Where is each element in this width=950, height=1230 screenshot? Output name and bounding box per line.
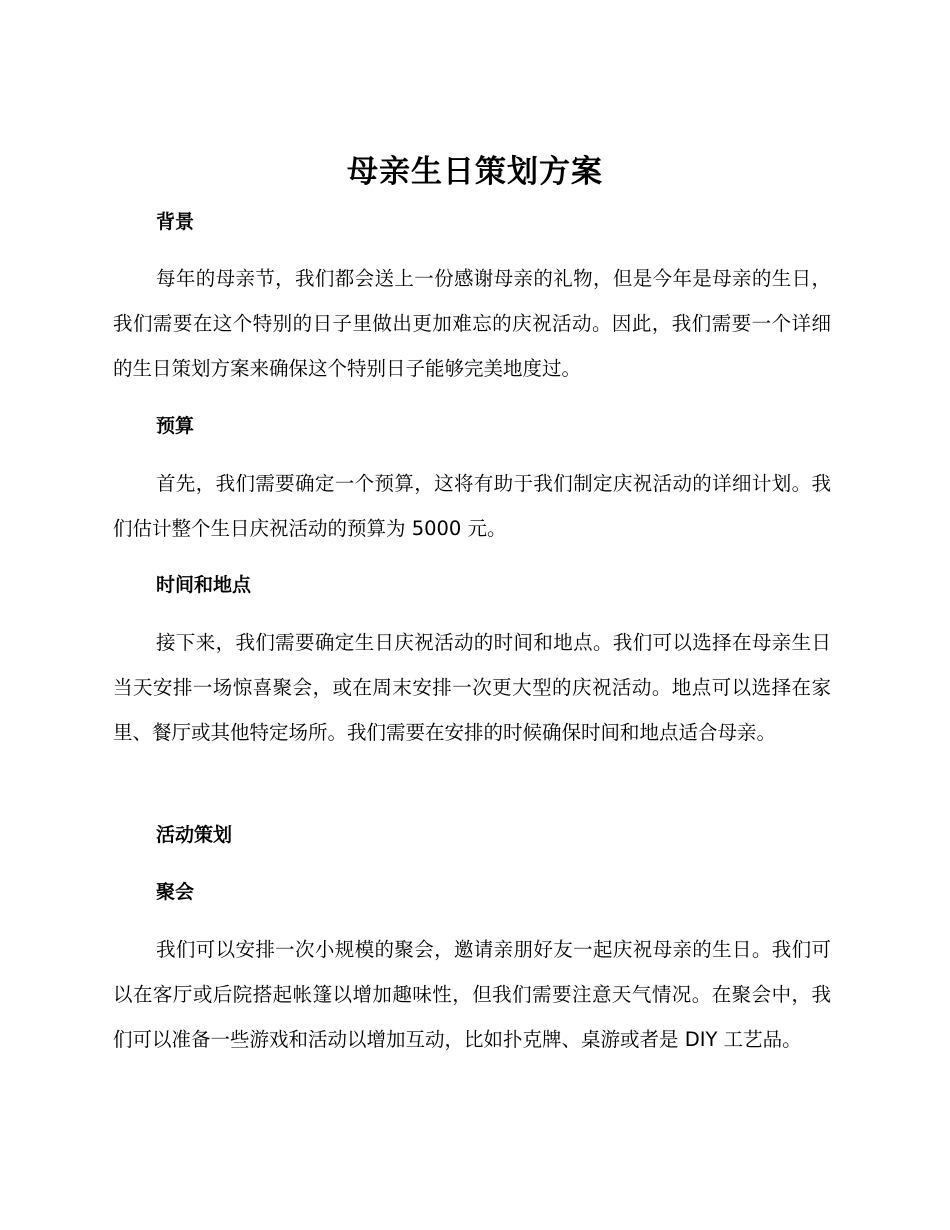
heading-gathering: 聚会: [156, 881, 195, 903]
heading-budget: 预算: [156, 415, 195, 437]
paragraph-background: 每年的母亲节，我们都会送上一份感谢母亲的礼物，但是今年是母亲的生日，我们需要在这个特别的日子里做出更加难忘的庆祝活动。因此，我们需要一个详细的生日策划方案来确保这个特别日子能够完美地度过。: [113, 267, 831, 380]
paragraph-budget: 首先，我们需要确定一个预算，这将有助于我们制定庆祝活动的详细计划。我们估计整个生日庆祝活动的预算为 5000 元。: [113, 472, 831, 540]
paragraph-time-place: 接下来，我们需要确定生日庆祝活动的时间和地点。我们可以选择在母亲生日当天安排一场惊喜聚会，或在周末安排一次更大型的庆祝活动。地点可以选择在家里、餐厅或其他特定场所。我们需要在安排的时候确保时间和地点适合母亲。: [113, 631, 831, 744]
heading-background: 背景: [156, 211, 195, 233]
heading-activity-planning: 活动策划: [156, 824, 233, 846]
document-title: 母亲生日策划方案: [347, 154, 603, 190]
paragraph-gathering: 我们可以安排一次小规模的聚会，邀请亲朋好友一起庆祝母亲的生日。我们可以在客厅或后院搭起帐篷以增加趣味性，但我们需要注意天气情况。在聚会中，我们可以准备一些游戏和活动以增加互动，比如扑克牌、桌游或者是 DIY 工艺品。: [113, 938, 831, 1051]
heading-time-place: 时间和地点: [156, 574, 252, 596]
